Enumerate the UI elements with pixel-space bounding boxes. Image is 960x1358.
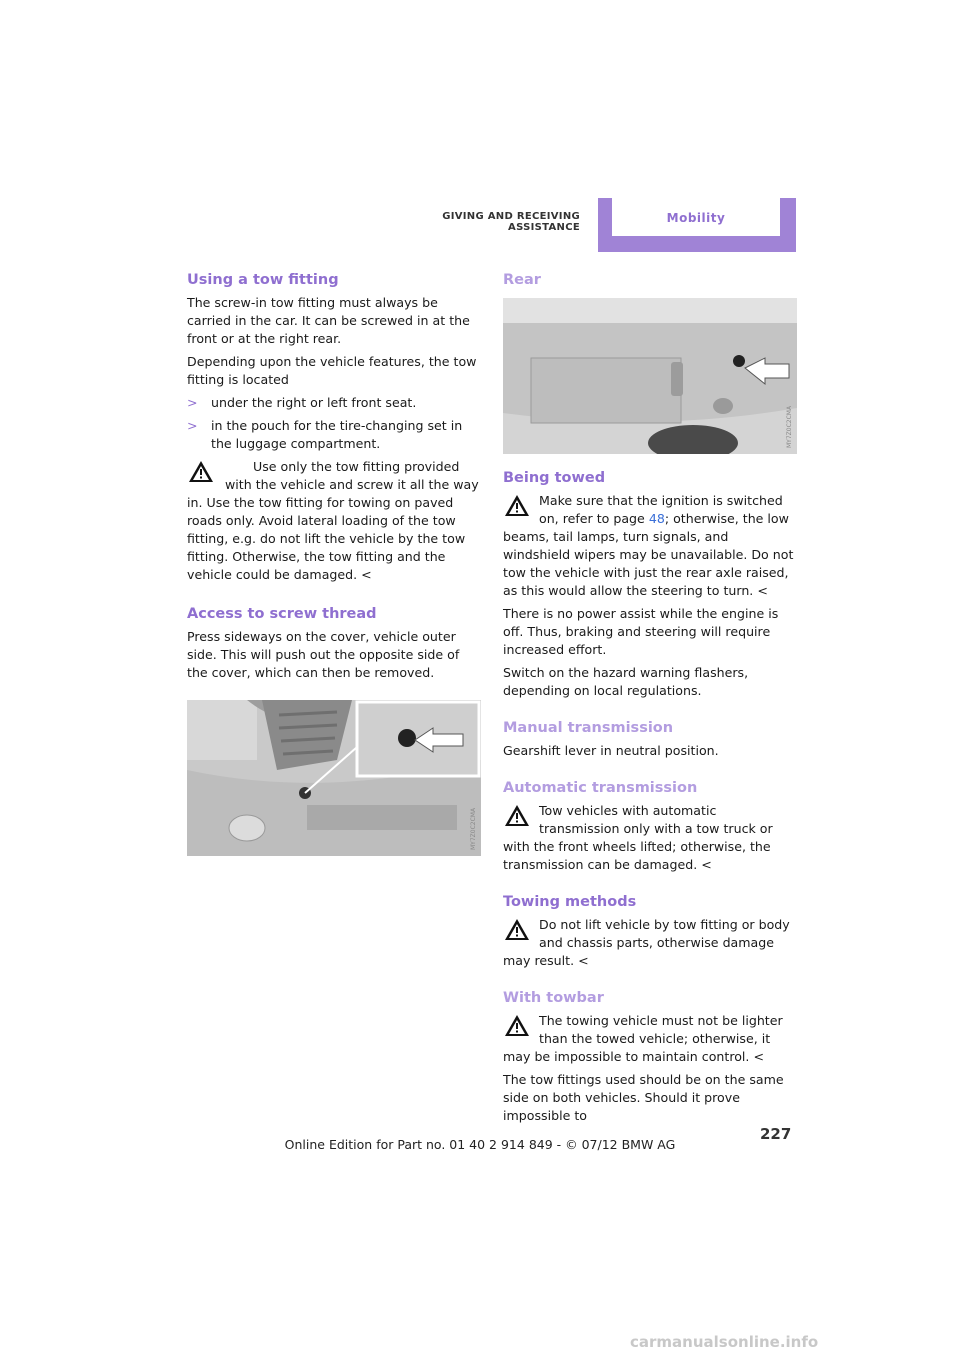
end-marker: < [578,953,589,968]
list-item [187,394,479,412]
paragraph-access: Press sideways on the cover, vehicle outer side. This will push out the opposite side of the cover, which can then be removed. [187,629,460,680]
end-marker: < [701,857,712,872]
front-bumper-illustration [187,700,481,856]
warning-text: Tow vehicles with automatic transmission only with a tow truck or with the front wheels lifted; otherwise, the transmission can be damaged. < [503,803,773,872]
rear-bumper-illustration [503,298,797,454]
heading-being-towed: Being towed [503,470,606,486]
warning-block [503,916,795,970]
page-link[interactable]: 48 [648,511,665,526]
bullet-marker: > [187,395,198,410]
end-marker: < [757,583,768,598]
left-column [187,272,479,720]
paragraph-manual: Gearshift lever in neutral position. [503,743,719,758]
warning-icon [503,802,531,828]
end-marker: < [361,567,372,582]
paragraph-hazard: Switch on the hazard warning flashers, depending on local regulations. [503,665,749,698]
paragraph-tow-fitting: The screw-in tow fitting must always be carried in the car. It can be screwed in at the front or at the right rear. [187,295,470,346]
heading-tow-fitting: Using a tow fitting [187,272,339,288]
warning-text: Do not lift vehicle by tow fitting or body and chassis parts, otherwise damage may result. < [503,917,790,968]
warning-icon [503,916,531,942]
warning-icon [187,458,215,484]
paragraph-location: Depending upon the vehicle features, the tow fitting is located [187,354,477,387]
image-code: MY7Z0C2CMA [470,807,477,850]
rear-bumper-image [503,298,797,454]
right-column [503,470,795,1125]
chapter-tab-label: Mobility [666,211,726,225]
paragraph-power-assist: There is no power assist while the engine is off. Thus, braking and steering will require increased effort. [503,606,779,657]
heading-towing-methods: Towing methods [503,894,637,910]
warning-text: Use only the tow fitting provided with the vehicle and screw it all the way in. Use the tow fitting for towing on paved roads only. Avoid lateral loading of the tow fitting, e.g. do not lift the vehicle by the tow fitting. Otherwise, the tow fitting and the vehicle could be damaged. < [187,459,479,582]
paragraph-towbar: The tow fittings used should be on the same side on both vehicles. Should it prove impossible to [503,1072,784,1123]
bullet-text: under the right or left front seat. [211,395,417,410]
footer-edition: Online Edition for Part no. 01 40 2 914 849 - © 07/12 BMW AG [284,1137,676,1152]
front-bumper-image [187,700,481,856]
rear-heading-wrap [503,272,541,288]
warning-block [503,1012,795,1066]
bullet-marker: > [187,418,198,433]
watermark: carmanualsonline.info [630,1333,819,1351]
end-marker: < [753,1049,765,1064]
warning-icon [503,1012,531,1038]
warning-icon [503,492,531,518]
warning-text: Make sure that the ignition is switched on, refer to page 48; otherwise, the low beams, tail lamps, turn signals, and windshield wipers may be unavailable. Do not tow the vehicle with just the rear axle raised, as this would allow the steering to turn. < [503,493,794,598]
bullet-text: in the pouch for the tire-changing set in the luggage compartment. [211,418,463,451]
image-code: MY7Z0C2CMA [786,405,793,448]
warning-block [187,458,479,584]
list-item [187,417,479,453]
heading-rear: Rear [503,272,541,288]
heading-towbar: With towbar [503,990,604,1006]
section-title: GIVING AND RECEIVING ASSISTANCE [442,211,580,233]
page-number: 227 [760,1125,792,1143]
heading-automatic: Automatic transmission [503,780,698,796]
warning-block [503,492,795,600]
heading-manual: Manual transmission [503,720,674,736]
warning-text: The towing vehicle must not be lighter than the towed vehicle; otherwise, it may be impossible to maintain control. < [503,1013,783,1064]
warning-block [503,802,795,874]
heading-access: Access to screw thread [187,606,377,622]
